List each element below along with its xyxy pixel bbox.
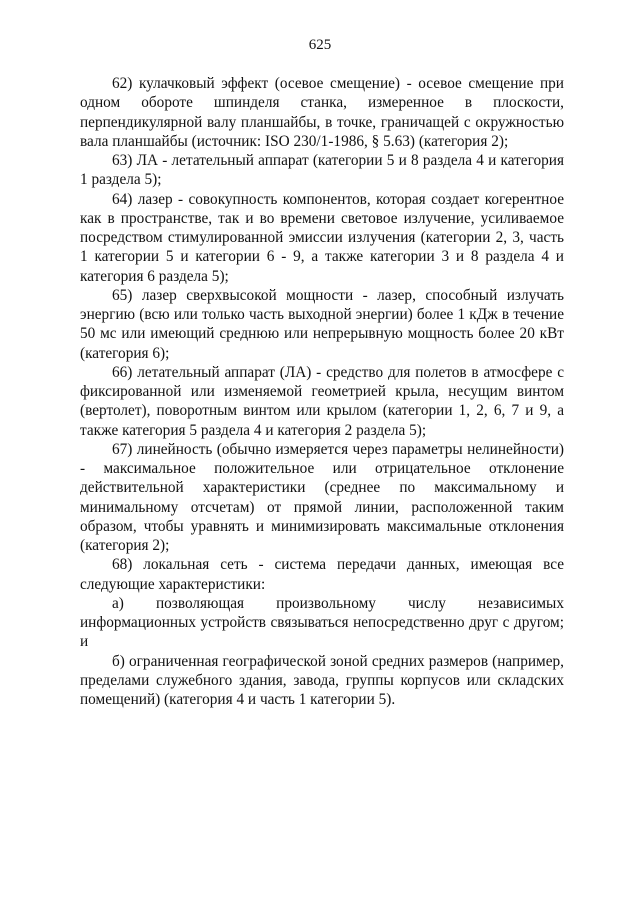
paragraph-68-b: б) ограниченная географической зоной средних размеров (например, пределами служебного здания, завода, группы корпусов или складских помещений) (категория 4 и часть 1 категории 5).	[80, 652, 564, 708]
page-number: 625	[308, 37, 332, 53]
paragraph-65: 65) лазер сверхвысокой мощности - лазер, способный излучать энергию (всю или только часть выходной энергии) более 1 кДж в течение 50 мс или имеющий среднюю или непрерывную мощность более 20 кВт (категория 6);	[80, 286, 564, 362]
paragraph-66: 66) летательный аппарат (ЛА) - средство для полетов в атмосфере с фиксированной или изменяемой геометрией крыла, несущим винтом (вертолет), поворотным винтом или крылом (категории 1, 2, 6, 7 и 9, а также категория 5 раздела 4 и категория 2 раздела 5);	[80, 363, 564, 439]
paragraph-68: 68) локальная сеть - система передачи данных, имеющая все следующие характеристики:	[80, 556, 564, 593]
paragraph-63: 63) ЛА - летательный аппарат (категории 5 и 8 раздела 4 и категория 1 раздела 5);	[80, 152, 564, 189]
paragraph-68-a: а) позволяющая произвольному числу независимых информационных устройств связываться непосредственно друг с другом; и	[80, 594, 564, 651]
document-body	[80, 74, 564, 709]
paragraph-67: 67) линейность (обычно измеряется через параметры нелинейности) - максимальное положительное или отрицательное отклонение действительной характеристики (среднее по максимальному и минимальному отсчетам) от прямой линии, расположенной таким образом, чтобы уравнять и минимизировать максимальные отклонения (категория 2);	[80, 440, 564, 554]
paragraph-64: 64) лазер - совокупность компонентов, которая создает когерентное как в пространстве, так и во времени световое излучение, усиливаемое посредством стимулированной эмиссии излучения (категории 2, 3, часть 1 категории 5 и категории 6 - 9, а также категории 3 и 8 раздела 4 и категория 6 раздела 5);	[80, 190, 564, 285]
paragraph-62: 62) кулачковый эффект (осевое смещение) - осевое смещение при одном обороте шпинделя станка, измеренное в плоскости, перпендикулярной валу планшайбы, в точке, граничащей с окружностью вала планшайбы (источник: ISO 230/1-1986, § 5.63) (категория 2);	[80, 75, 564, 150]
